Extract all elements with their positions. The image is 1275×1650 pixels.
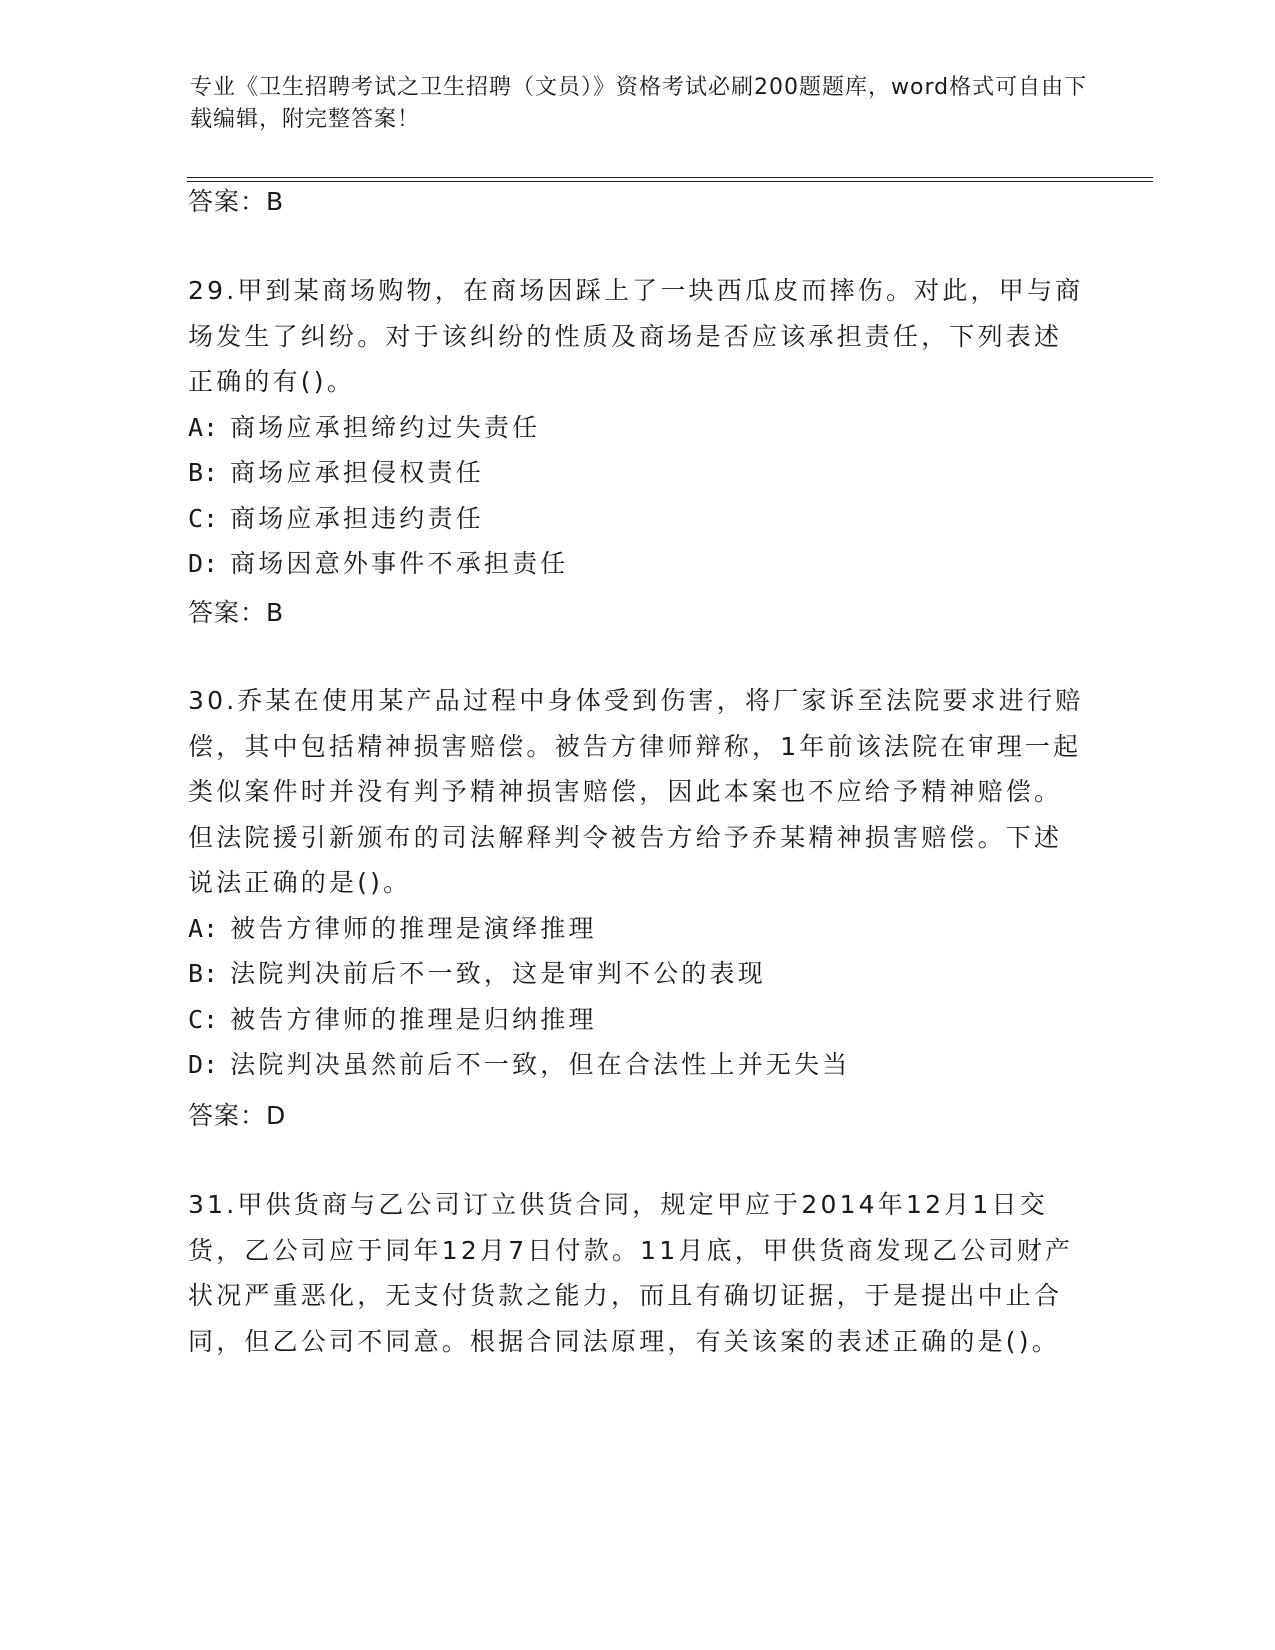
question-stem: 31.甲供货商与乙公司订立供货合同，规定甲应于2014年12月1日交货，乙公司应于同年12月7日付款。11月底，甲供货商发现乙公司财产状况严重恶化，无支付货款之能力，而且有确切证据，于是提出中止合同，但乙公司不同意。根据合同法原理，有关该案的表述正确的是()。 xyxy=(188,1190,1074,1356)
question-30 xyxy=(188,678,1088,1088)
option-d xyxy=(188,541,1088,587)
option-key: D: xyxy=(188,549,219,578)
option-key: A: xyxy=(188,913,219,943)
option-key: C: xyxy=(188,503,219,533)
question-stem: 30.乔某在使用某产品过程中身体受到伤害，将厂家诉至法院要求进行赔偿，其中包括精神损害赔偿。被告方律师辩称，1年前该法院在审理一起类似案件时并没有判予精神损害赔偿，因此本案也不应给予精神赔偿。但法院援引新颁布的司法解释判令被告方给予乔某精神损害赔偿。下述说法正确的是()。 xyxy=(188,686,1084,897)
option-a xyxy=(188,405,1088,451)
option-text: 被告方律师的推理是归纳推理 xyxy=(230,1004,597,1034)
option-text: 商场应承担违约责任 xyxy=(230,503,484,533)
answer-29: 答案：B xyxy=(188,598,285,627)
option-text: 法院判决前后不一致，这是审判不公的表现 xyxy=(230,959,766,988)
question-29 xyxy=(188,268,1088,587)
header-divider xyxy=(187,177,1153,182)
option-a xyxy=(188,906,1088,952)
option-b xyxy=(188,951,1088,997)
option-key: A: xyxy=(188,412,219,442)
option-text: 商场应承担侵权责任 xyxy=(230,458,484,487)
option-text: 商场因意外事件不承担责任 xyxy=(230,549,569,578)
option-d xyxy=(188,1042,1088,1088)
option-b xyxy=(188,450,1088,496)
page-header: 专业《卫生招聘考试之卫生招聘（文员）》资格考试必刷200题题库，word格式可自由下载编辑，附完整答案！ xyxy=(190,75,1088,132)
option-c xyxy=(188,997,1088,1043)
option-key: B: xyxy=(188,959,219,988)
option-text: 法院判决虽然前后不一致，但在合法性上并无失当 xyxy=(230,1050,851,1079)
option-key: C: xyxy=(188,1004,219,1034)
option-c xyxy=(188,496,1088,542)
option-text: 商场应承担缔约过失责任 xyxy=(230,412,541,442)
option-key: D: xyxy=(188,1050,219,1079)
answer-30: 答案：D xyxy=(188,1101,287,1130)
question-stem: 29.甲到某商场购物，在商场因踩上了一块西瓜皮而摔伤。对此，甲与商场发生了纠纷。对于该纠纷的性质及商场是否应该承担责任，下列表述正确的有()。 xyxy=(188,276,1084,396)
answer-28: 答案：B xyxy=(188,187,285,216)
option-text: 被告方律师的推理是演绎推理 xyxy=(230,913,597,943)
question-31 xyxy=(188,1182,1088,1364)
option-key: B: xyxy=(188,458,219,487)
